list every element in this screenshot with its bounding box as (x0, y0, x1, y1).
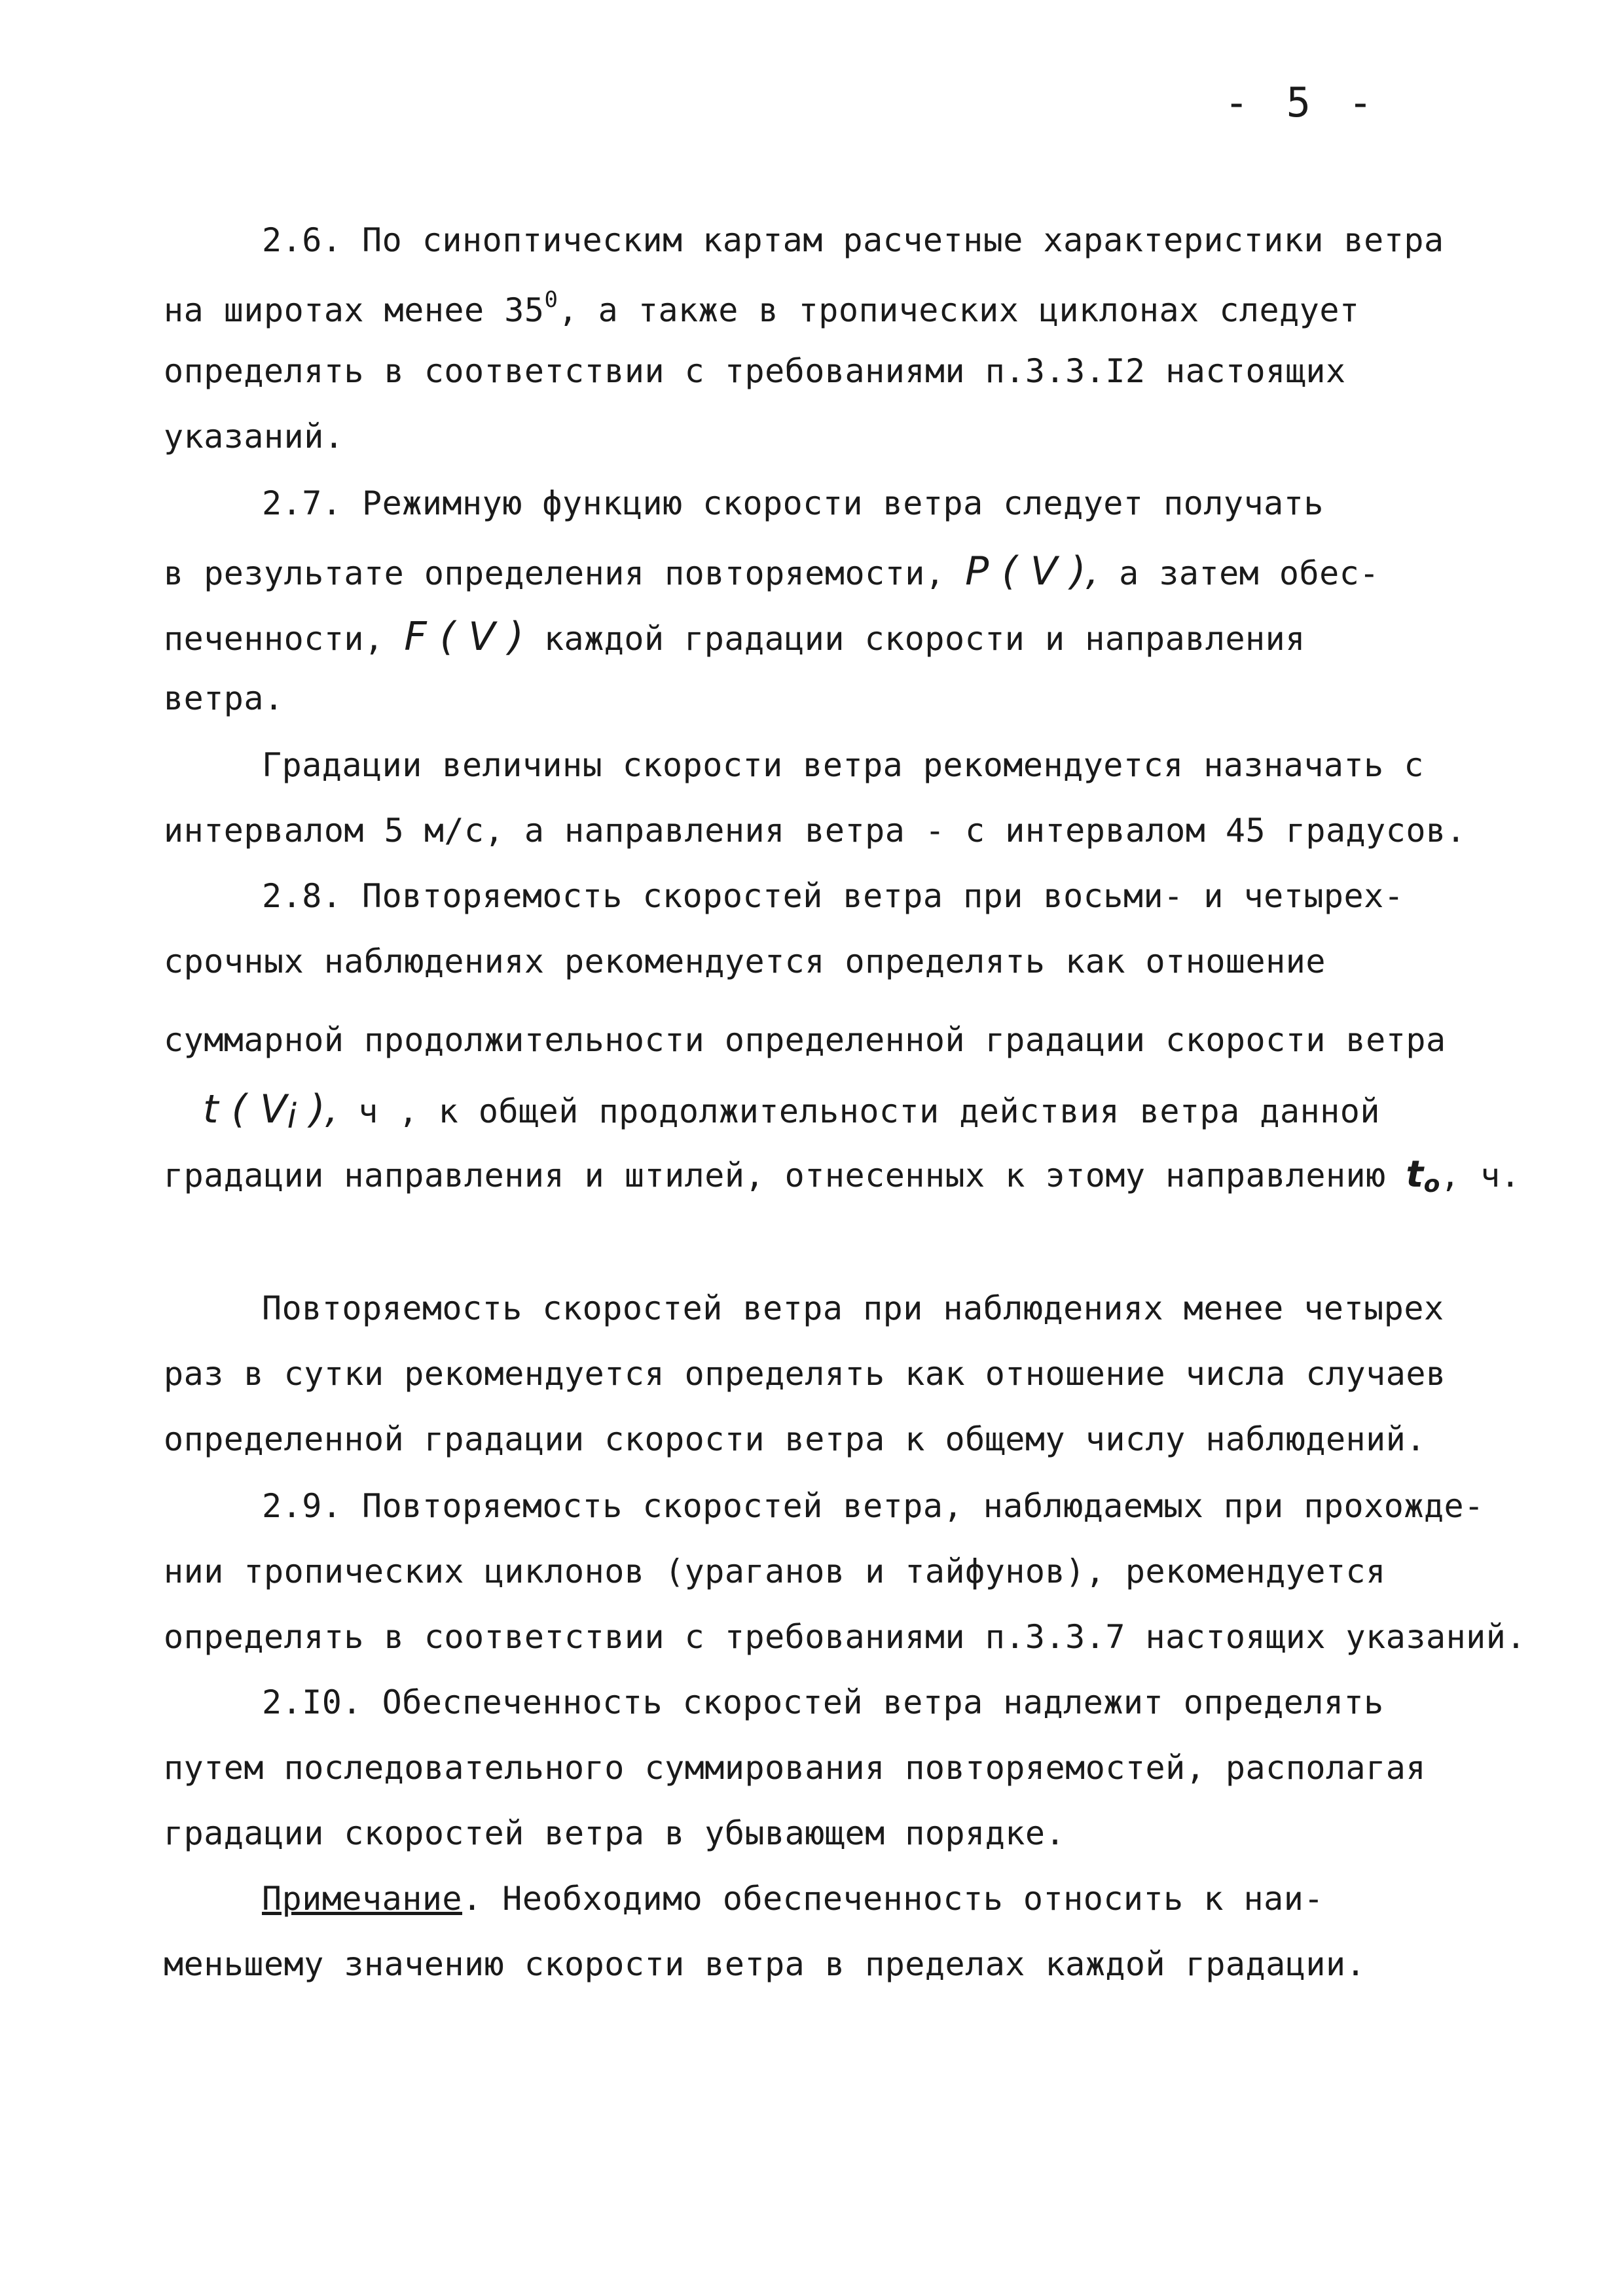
p210-line1: 2.I0. Обеспеченность скоростей ветра надлежит определять (262, 1683, 1384, 1721)
page-number: - 5 - (1224, 79, 1379, 126)
p27-formula-f: F ( V ) (404, 614, 524, 660)
p210-line2: путем последовательного суммирования повторяемостей, располагая (164, 1749, 1426, 1787)
note-label: Примечание (262, 1880, 463, 1918)
p26-line2 (164, 287, 1360, 329)
p28-formula-close: ), (297, 1086, 338, 1132)
p26-line2-b: , а также в тропических циклонах следует (558, 291, 1360, 329)
rep-line1: Повторяемость скоростей ветра при наблюдениях менее четырех (262, 1289, 1444, 1327)
p29-line1: 2.9. Повторяемость скоростей ветра, наблюдаемых при прохожде- (262, 1487, 1484, 1525)
p26-line3: определять в соответствии с требованиями п.3.3.I2 настоящих (164, 352, 1346, 390)
p28-line4-b: ч , к общей продолжительности действия ветра данной (358, 1092, 1380, 1130)
p28-line3: суммарной продолжительности определенной градации скорости ветра (164, 1021, 1446, 1059)
p28-line4 (164, 1086, 1380, 1136)
p28-line1: 2.8. Повторяемость скоростей ветра при восьми- и четырех- (262, 877, 1404, 915)
p27-line1: 2.7. Режимную функцию скорости ветра следует получать (262, 484, 1324, 522)
p27-line3 (164, 614, 1305, 660)
p28-line5-a: градации направления и штилей, отнесенных к этому направлению (164, 1157, 1386, 1194)
note-line2: меньшему значению скорости ветра в пределах каждой градации. (164, 1945, 1366, 1983)
p29-line2: нии тропических циклонов (ураганов и тайфунов), рекомендуется (164, 1552, 1386, 1590)
p27-line2-b: а затем обес- (1119, 554, 1379, 592)
p27-line3-a: печенности, (164, 620, 384, 658)
grad-line1: Градации величины скорости ветра рекомендуется назначать с (262, 746, 1424, 784)
rep-line2: раз в сутки рекомендуется определять как отношение числа случаев (164, 1355, 1446, 1393)
p28-formula-sub: i (287, 1097, 297, 1136)
p28-line5-b: , ч. (1440, 1157, 1521, 1194)
rep-line3: определенной градации скорости ветра к общему числу наблюдений. (164, 1420, 1426, 1458)
p27-line2-a: в результате определения повторяемости, (164, 554, 945, 592)
p28-formula-t: t ( V (203, 1086, 287, 1132)
p26-degree: 0 (544, 287, 558, 313)
p27-line4: ветра. (164, 679, 284, 717)
p27-line3-b: каждой градации скорости и направления (543, 620, 1305, 658)
p28-formula-t0: t (1406, 1153, 1424, 1196)
note-line1-b: . Необходимо обеспеченность относить к наи- (462, 1880, 1324, 1918)
p29-line3: определять в соответствии с требованиями п.3.3.7 настоящих указаний. (164, 1618, 1526, 1656)
p26-line2-a: на широтах менее 35 (164, 291, 545, 329)
grad-line2: интервалом 5 м/с, а направления ветра - с интервалом 45 градусов. (164, 812, 1467, 850)
p26-line1: 2.6. По синоптическим картам расчетные характеристики ветра (262, 221, 1444, 259)
p210-line3: градации скоростей ветра в убывающем порядке. (164, 1814, 1066, 1852)
p27-line2 (164, 548, 1379, 594)
p26-line4: указаний. (164, 418, 344, 456)
p28-line2: срочных наблюдениях рекомендуется определять как отношение (164, 942, 1326, 980)
p27-formula-p: P ( V ), (965, 548, 1099, 594)
note-line1 (262, 1880, 1324, 1918)
p28-line5 (164, 1153, 1520, 1198)
p28-formula-t0-sub: o (1423, 1171, 1440, 1198)
